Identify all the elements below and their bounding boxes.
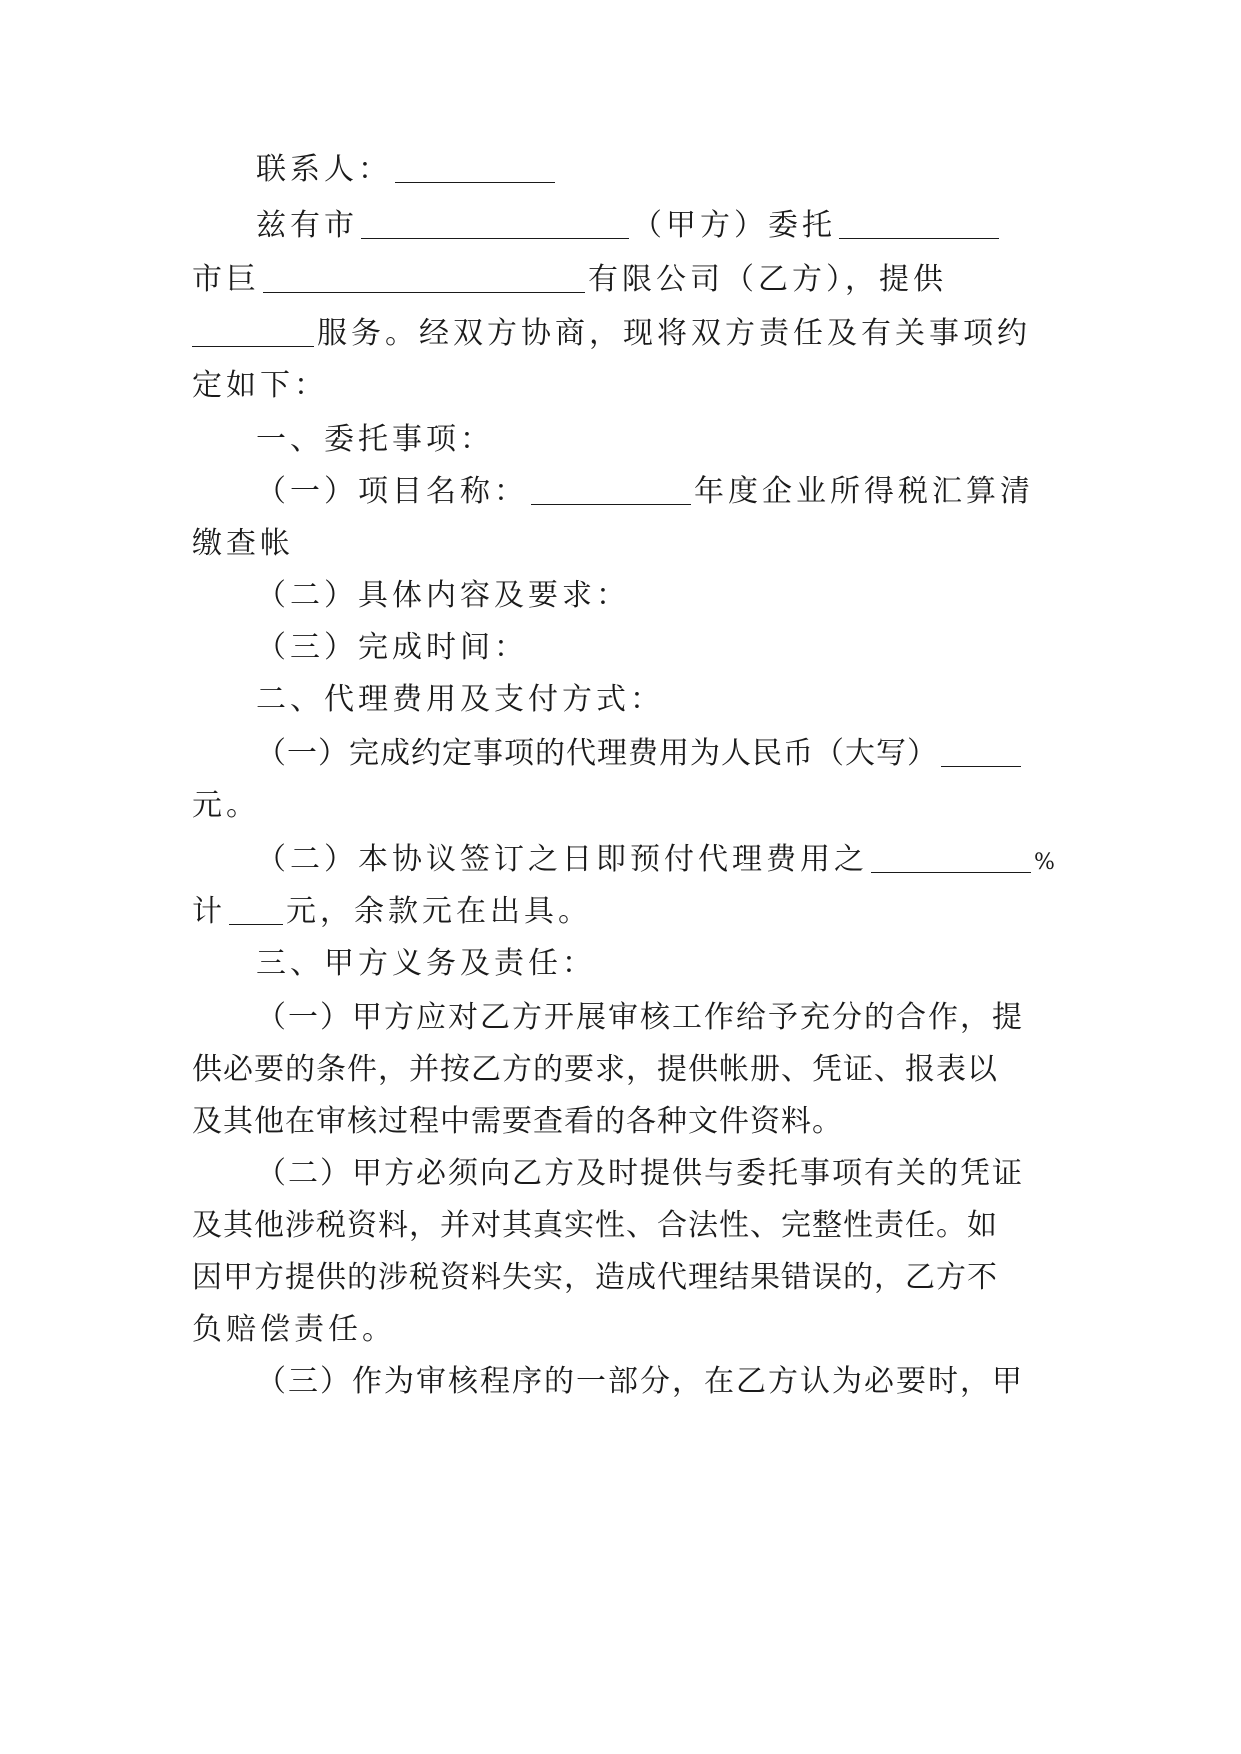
party-a-city-blank[interactable] <box>361 208 629 239</box>
intro-line-1 <box>256 206 1126 246</box>
intro-line-2 <box>192 260 1062 300</box>
s3-item-1-cont-2 <box>192 1102 1062 1142</box>
intro-line-3 <box>192 314 1062 354</box>
section-heading: 二、代理费用及支付方式： <box>256 682 664 717</box>
section-heading: 一、委托事项： <box>256 422 494 457</box>
service-blank[interactable] <box>192 316 314 347</box>
contact-label: 联系人： <box>256 152 392 187</box>
item-text: 及其他涉税资料，并对其真实性、合法性、完整性责任。如 <box>192 1208 998 1243</box>
s2-item-2-cont <box>192 892 1062 932</box>
section-3-title <box>256 944 1126 984</box>
prepay-percent-blank[interactable] <box>871 842 1031 873</box>
intro-text: 市巨 <box>192 262 260 297</box>
intro-text: 兹有市 <box>256 208 358 243</box>
party-b-name-blank[interactable] <box>263 262 585 293</box>
item-text: （二）具体内容及要求： <box>256 578 630 613</box>
item-text: 元。 <box>192 788 260 823</box>
s3-item-2-cont-3 <box>192 1310 1062 1350</box>
section-1-title <box>256 420 1126 460</box>
s1-item-2 <box>256 576 1126 616</box>
contact-blank[interactable] <box>395 152 555 183</box>
s2-item-1 <box>256 734 1126 774</box>
item-text: （一）甲方应对乙方开展审核工作给予充分的合作，提 <box>256 1000 1024 1035</box>
s1-item-1-cont <box>192 524 1062 564</box>
item-text: 供必要的条件，并按乙方的要求，提供帐册、凭证、报表以 <box>192 1052 998 1087</box>
intro-text: 服务。经双方协商，现将双方责任及有关事项约 <box>317 316 1031 351</box>
item-text: （三）完成时间： <box>256 630 528 665</box>
section-2-title <box>256 680 1126 720</box>
item-text: 缴查帐 <box>192 526 294 561</box>
item-text: （一）项目名称： <box>256 474 528 509</box>
s3-item-2-cont-1 <box>192 1206 1062 1246</box>
intro-text: （甲方）委托 <box>632 208 836 243</box>
s3-item-3 <box>256 1362 1126 1402</box>
section-heading: 三、甲方义务及责任： <box>256 946 596 981</box>
item-text: 因甲方提供的涉税资料失实，造成代理结果错误的，乙方不 <box>192 1260 998 1295</box>
s1-item-3 <box>256 628 1126 668</box>
item-text: （二）甲方必须向乙方及时提供与委托事项有关的凭证 <box>256 1156 1024 1191</box>
s3-item-1 <box>256 998 1126 1038</box>
s1-item-1 <box>256 472 1126 512</box>
item-text: 年度企业所得税汇算清 <box>694 474 1034 509</box>
item-text: 负赔偿责任。 <box>192 1312 396 1347</box>
contact-line <box>256 150 1126 190</box>
s3-item-2 <box>256 1154 1126 1194</box>
s2-item-1-cont <box>192 786 1062 826</box>
intro-line-4 <box>192 366 1062 406</box>
fee-amount-blank[interactable] <box>941 736 1021 767</box>
year-blank[interactable] <box>531 474 691 505</box>
intro-text: 定如下： <box>192 368 328 403</box>
item-text: 元，余款元在出具。 <box>286 894 592 929</box>
item-text: （二）本协议签订之日即预付代理费用之 <box>256 842 868 877</box>
s3-item-2-cont-2 <box>192 1258 1062 1298</box>
s2-item-2 <box>256 840 1076 880</box>
item-text: （一）完成约定事项的代理费用为人民币（大写） <box>256 736 938 771</box>
prepay-amount-blank[interactable] <box>229 894 283 925</box>
item-text: （三）作为审核程序的一部分，在乙方认为必要时，甲 <box>256 1364 1024 1399</box>
intro-text: 有限公司（乙方），提供 <box>588 262 947 297</box>
s3-item-1-cont-1 <box>192 1050 1062 1090</box>
item-text: 及其他在审核过程中需要查看的各种文件资料。 <box>192 1104 843 1139</box>
item-text: 计 <box>192 894 226 929</box>
percent-sign: % <box>1034 850 1055 875</box>
party-b-city-blank[interactable] <box>839 208 999 239</box>
